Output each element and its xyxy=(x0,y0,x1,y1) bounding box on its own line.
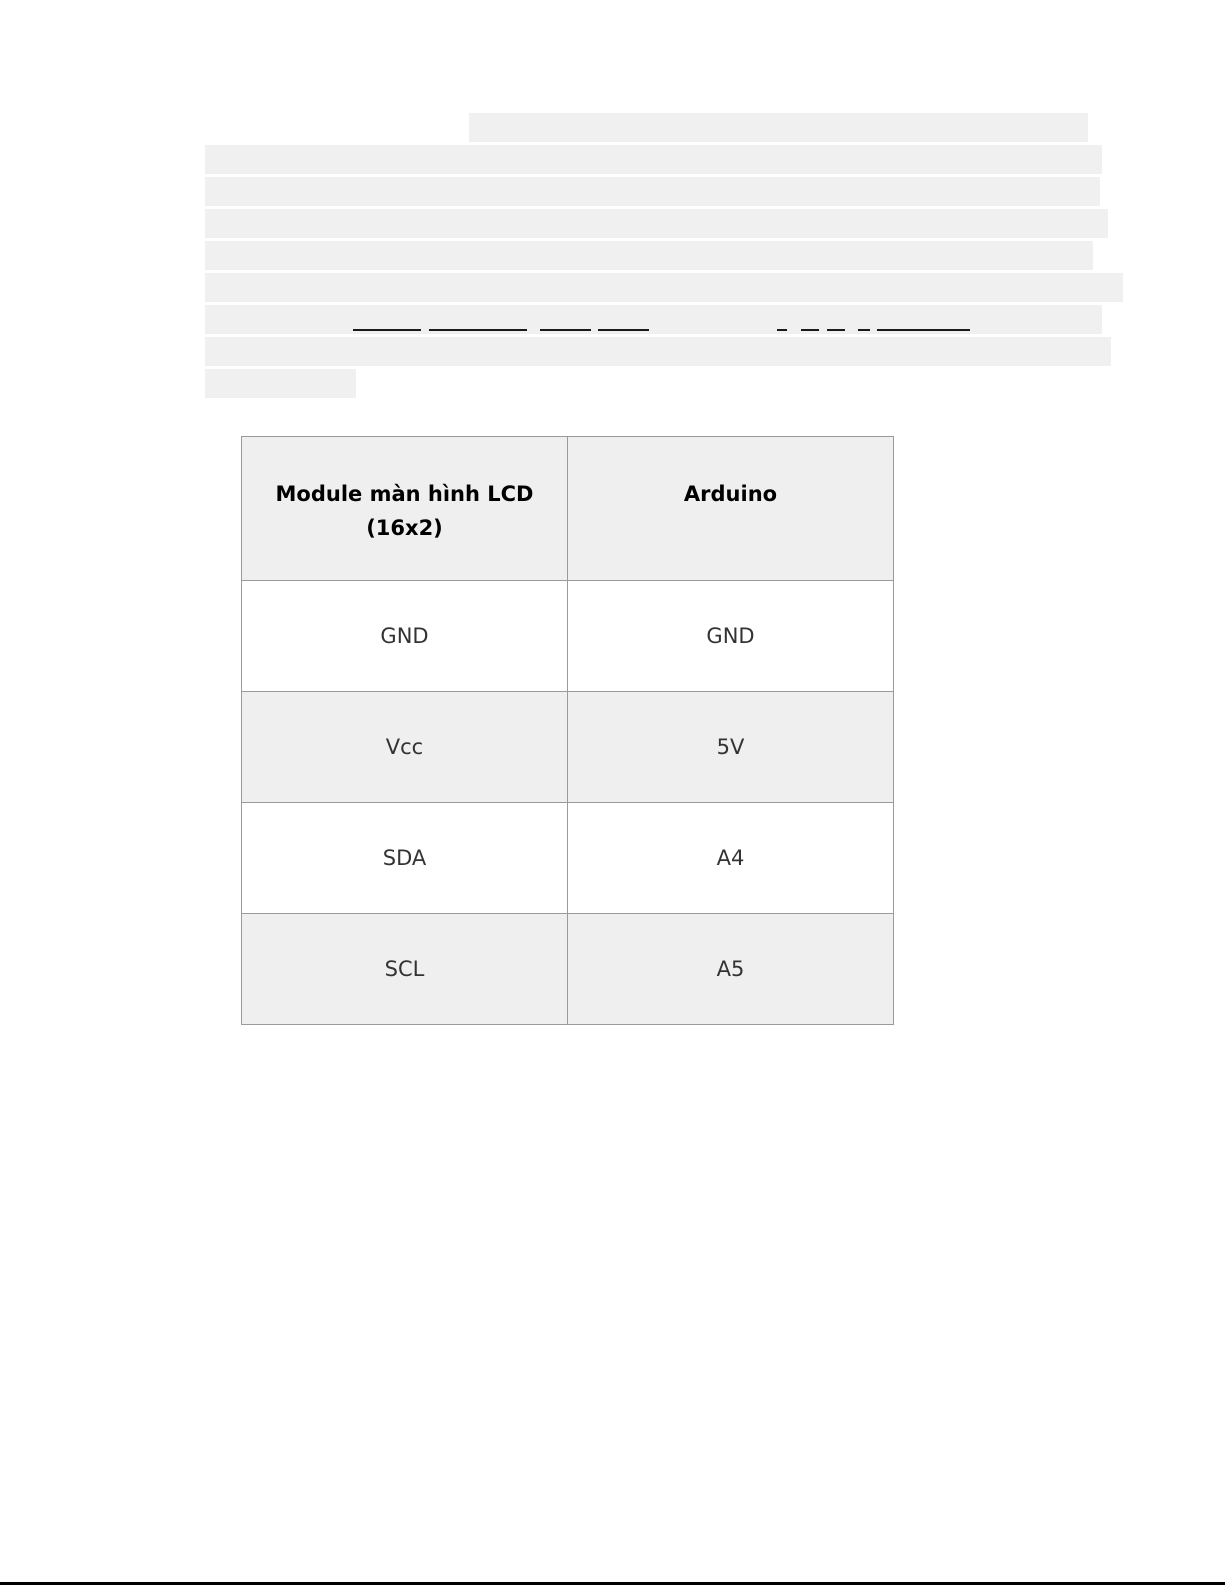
pin-connection-table xyxy=(241,436,894,1025)
table-row xyxy=(242,803,894,914)
lcd-pin-cell: SDA xyxy=(242,803,568,914)
lcd-pin-cell: SCL xyxy=(242,914,568,1025)
link-underline[interactable] xyxy=(598,329,649,331)
redacted-line-1 xyxy=(469,113,1088,142)
arduino-pin-cell: A4 xyxy=(568,803,894,914)
redacted-line-3 xyxy=(205,177,1100,206)
table-row xyxy=(242,692,894,803)
arduino-pin-cell: 5V xyxy=(568,692,894,803)
redacted-line-4 xyxy=(205,209,1108,238)
link-underline[interactable] xyxy=(877,329,970,331)
link-underline[interactable] xyxy=(429,329,527,331)
link-underline[interactable] xyxy=(827,329,845,331)
redacted-line-2 xyxy=(205,145,1102,174)
redacted-line-5 xyxy=(205,241,1093,270)
arduino-pin-cell: GND xyxy=(568,581,894,692)
table-header-row xyxy=(242,437,894,581)
link-underline[interactable] xyxy=(777,329,787,331)
redacted-line-9 xyxy=(205,369,356,398)
redacted-line-8 xyxy=(205,337,1111,366)
link-underline[interactable] xyxy=(540,329,591,331)
table-row xyxy=(242,581,894,692)
lcd-pin-cell: Vcc xyxy=(242,692,568,803)
column-header-arduino: Arduino xyxy=(568,437,894,581)
link-underline[interactable] xyxy=(353,329,421,331)
table-row xyxy=(242,914,894,1025)
lcd-pin-cell: GND xyxy=(242,581,568,692)
arduino-pin-cell: A5 xyxy=(568,914,894,1025)
redacted-line-6 xyxy=(205,273,1123,302)
link-underline[interactable] xyxy=(801,329,819,331)
column-header-lcd-module: Module màn hình LCD (16x2) xyxy=(242,437,568,581)
link-underline[interactable] xyxy=(858,329,870,331)
